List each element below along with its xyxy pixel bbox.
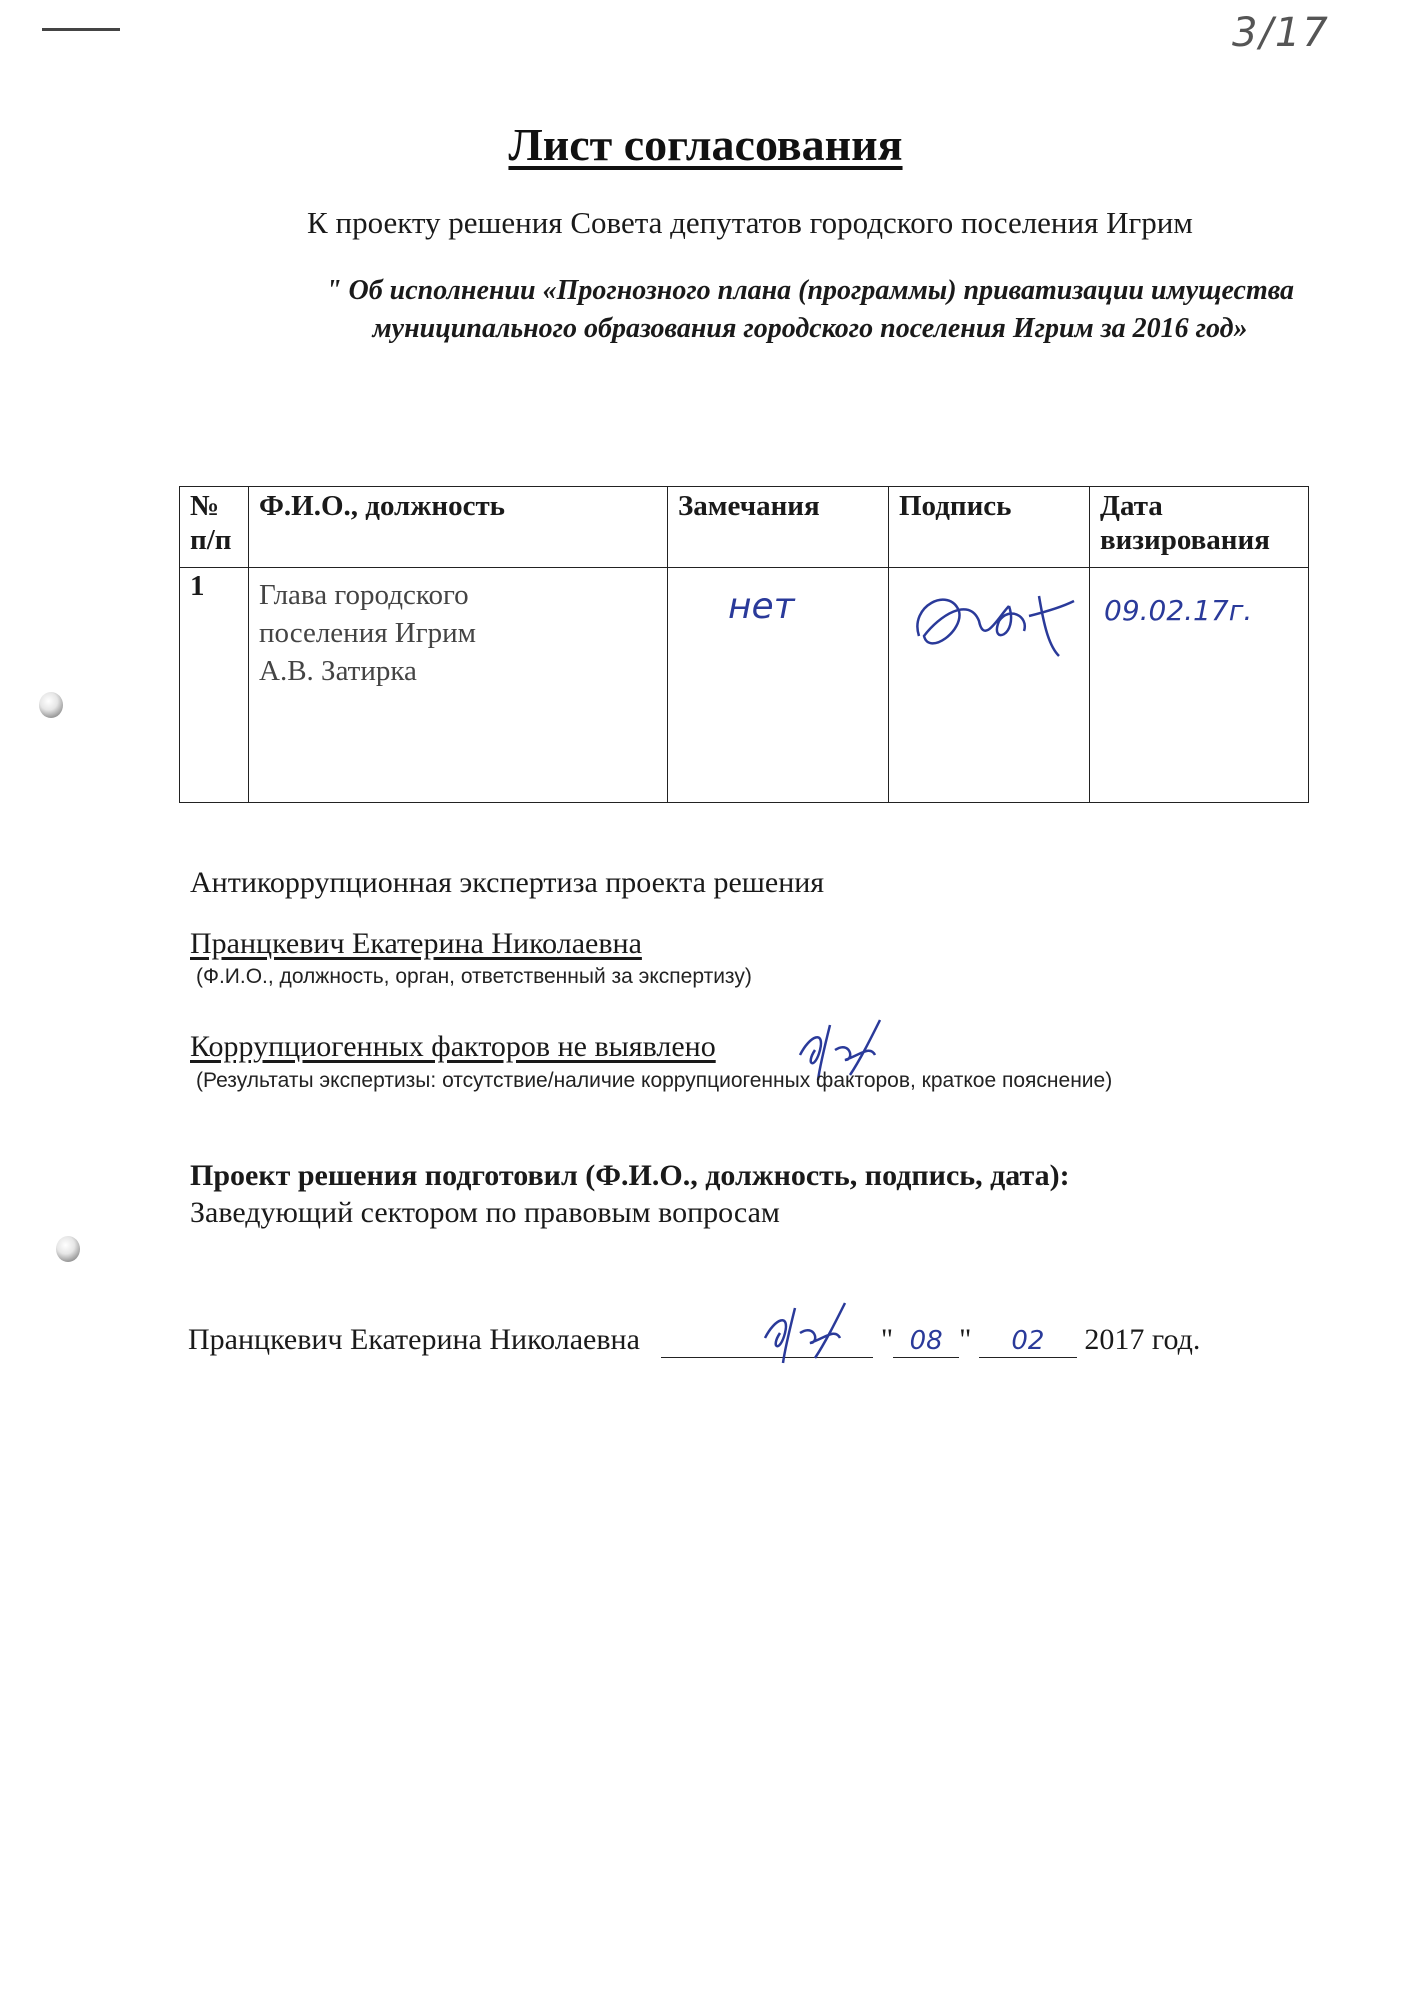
prepared-signature-line: Пранцкевич Екатерина Николаевна " 08 " 02 2017 год.	[188, 1323, 1201, 1356]
anticorruption-heading: Антикоррупционная экспертиза проекта решения	[190, 866, 825, 899]
page-number: 3/17	[1232, 10, 1330, 56]
handwritten-remarks: нет	[728, 586, 795, 627]
header-fio: Ф.И.О., должность	[249, 487, 668, 568]
row-remarks	[668, 568, 889, 803]
handwritten-date: 09.02.17г.	[1104, 594, 1253, 627]
date-day-blank	[893, 1323, 959, 1358]
handwritten-month: 02	[1011, 1326, 1045, 1356]
header-signature: Подпись	[889, 487, 1090, 568]
expert-note: (Ф.И.О., должность, орган, ответственный за экспертизу)	[196, 965, 752, 988]
prepared-heading: Проект решения подготовил (Ф.И.О., должность, подпись, дата):	[190, 1159, 1070, 1192]
prepared-name: Пранцкевич Екатерина Николаевна	[188, 1323, 640, 1356]
project-title-line1: " Об исполнении «Прогнозного плана (программы) приватизации имущества	[325, 275, 1295, 306]
header-num: № п/п	[180, 487, 249, 568]
project-title-line2: муниципального образования городского поселения Игрим за 2016 год»	[372, 313, 1248, 344]
document-subtitle: К проекту решения Совета депутатов городского поселения Игрим	[307, 205, 1193, 240]
row-num: 1	[180, 568, 249, 803]
prepared-position: Заведующий сектором по правовым вопросам	[190, 1196, 780, 1229]
row-fio-line2: поселения Игрим	[259, 617, 477, 649]
expert-name: Пранцкевич Екатерина Николаевна	[190, 927, 642, 960]
scan-artifact	[42, 28, 120, 31]
row-fio-line1: Глава городского	[259, 579, 469, 611]
handwritten-signature	[899, 576, 1099, 686]
table-row	[180, 568, 1309, 803]
row-signature	[889, 568, 1090, 803]
project-title	[120, 272, 1411, 348]
handwritten-day: 08	[909, 1326, 943, 1356]
header-remarks: Замечания	[668, 487, 889, 568]
year-text: 2017 год.	[1084, 1323, 1201, 1356]
row-fio-line3: А.В. Затирка	[259, 655, 417, 687]
row-date	[1090, 568, 1309, 803]
row-fio	[249, 568, 668, 803]
result-note: (Результаты экспертизы: отсутствие/наличие коррупциогенных факторов, краткое пояснение)	[196, 1069, 1113, 1092]
table-header-row	[180, 487, 1309, 568]
header-date: Дата визирования	[1090, 487, 1309, 568]
punch-hole	[39, 692, 63, 718]
expertise-result: Коррупциогенных факторов не выявлено	[190, 1030, 716, 1063]
document-title: Лист согласования	[508, 119, 903, 170]
punch-hole	[56, 1236, 80, 1262]
approval-table	[179, 486, 1309, 803]
prepared-signature	[755, 1298, 875, 1368]
date-month-blank	[979, 1323, 1077, 1358]
